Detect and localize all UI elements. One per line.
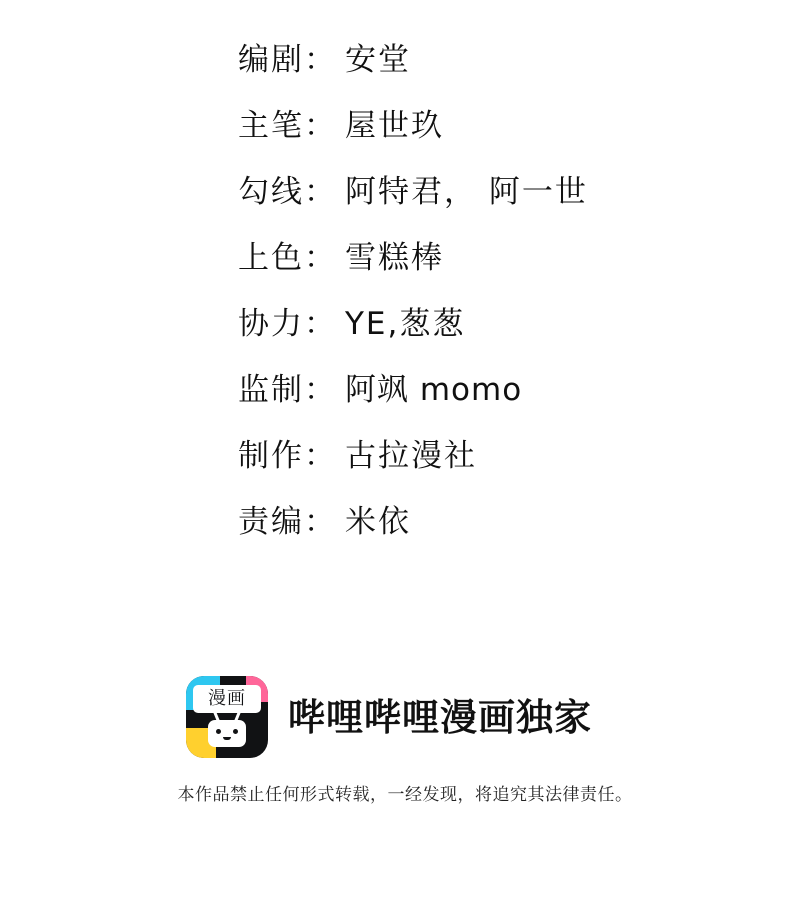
credit-separator: ： — [304, 174, 335, 210]
credit-name-value: 阿飒 momo — [345, 372, 523, 408]
credit-separator: ： — [304, 108, 335, 144]
credit-name-value: 古拉漫社 — [345, 438, 477, 474]
credit-name-value: 安堂 — [345, 42, 411, 78]
credit-name-value: YE,葱葱 — [345, 306, 466, 342]
brand-exclusive-label: 哔哩哔哩漫画独家 — [288, 695, 592, 739]
credit-name-value: 米依 — [345, 504, 411, 540]
credit-row — [238, 232, 758, 298]
brand-watermark — [186, 676, 592, 758]
logo-face-mouth — [223, 737, 231, 740]
credit-role-label: 上色 — [238, 240, 304, 276]
logo-face-eye-right — [233, 729, 238, 734]
credit-separator: ： — [304, 306, 335, 342]
credit-name-value: 屋世玖 — [345, 108, 444, 144]
credit-role-label: 勾线 — [238, 174, 304, 210]
credit-row — [238, 430, 758, 496]
credit-name-value: 阿特君， 阿一世 — [345, 174, 588, 210]
credit-row — [238, 34, 758, 100]
credit-role-label: 主笔 — [238, 108, 304, 144]
credit-row — [238, 166, 758, 232]
logo-tv-face-icon — [208, 720, 246, 747]
credit-role-label: 协力 — [238, 306, 304, 342]
credit-row — [238, 364, 758, 430]
credit-separator: ： — [304, 372, 335, 408]
credit-role-label: 责编 — [238, 504, 304, 540]
logo-face-eye-left — [216, 729, 221, 734]
logo-tag-label: 漫画 — [193, 685, 261, 713]
credit-row — [238, 298, 758, 364]
credit-row — [238, 496, 758, 562]
credit-separator: ： — [304, 240, 335, 276]
credit-separator: ： — [304, 42, 335, 78]
credit-role-label: 编剧 — [238, 42, 304, 78]
credit-separator: ： — [304, 504, 335, 540]
credit-separator: ： — [304, 438, 335, 474]
credit-row — [238, 100, 758, 166]
credit-name-value: 雪糕棒 — [345, 240, 444, 276]
credits-list — [238, 34, 758, 562]
copyright-disclaimer: 本作品禁止任何形式转载，一经发现，将追究其法律责任。 — [177, 785, 633, 805]
credit-role-label: 监制 — [238, 372, 304, 408]
credit-role-label: 制作 — [238, 438, 304, 474]
bilibili-comic-logo-icon — [186, 676, 268, 758]
